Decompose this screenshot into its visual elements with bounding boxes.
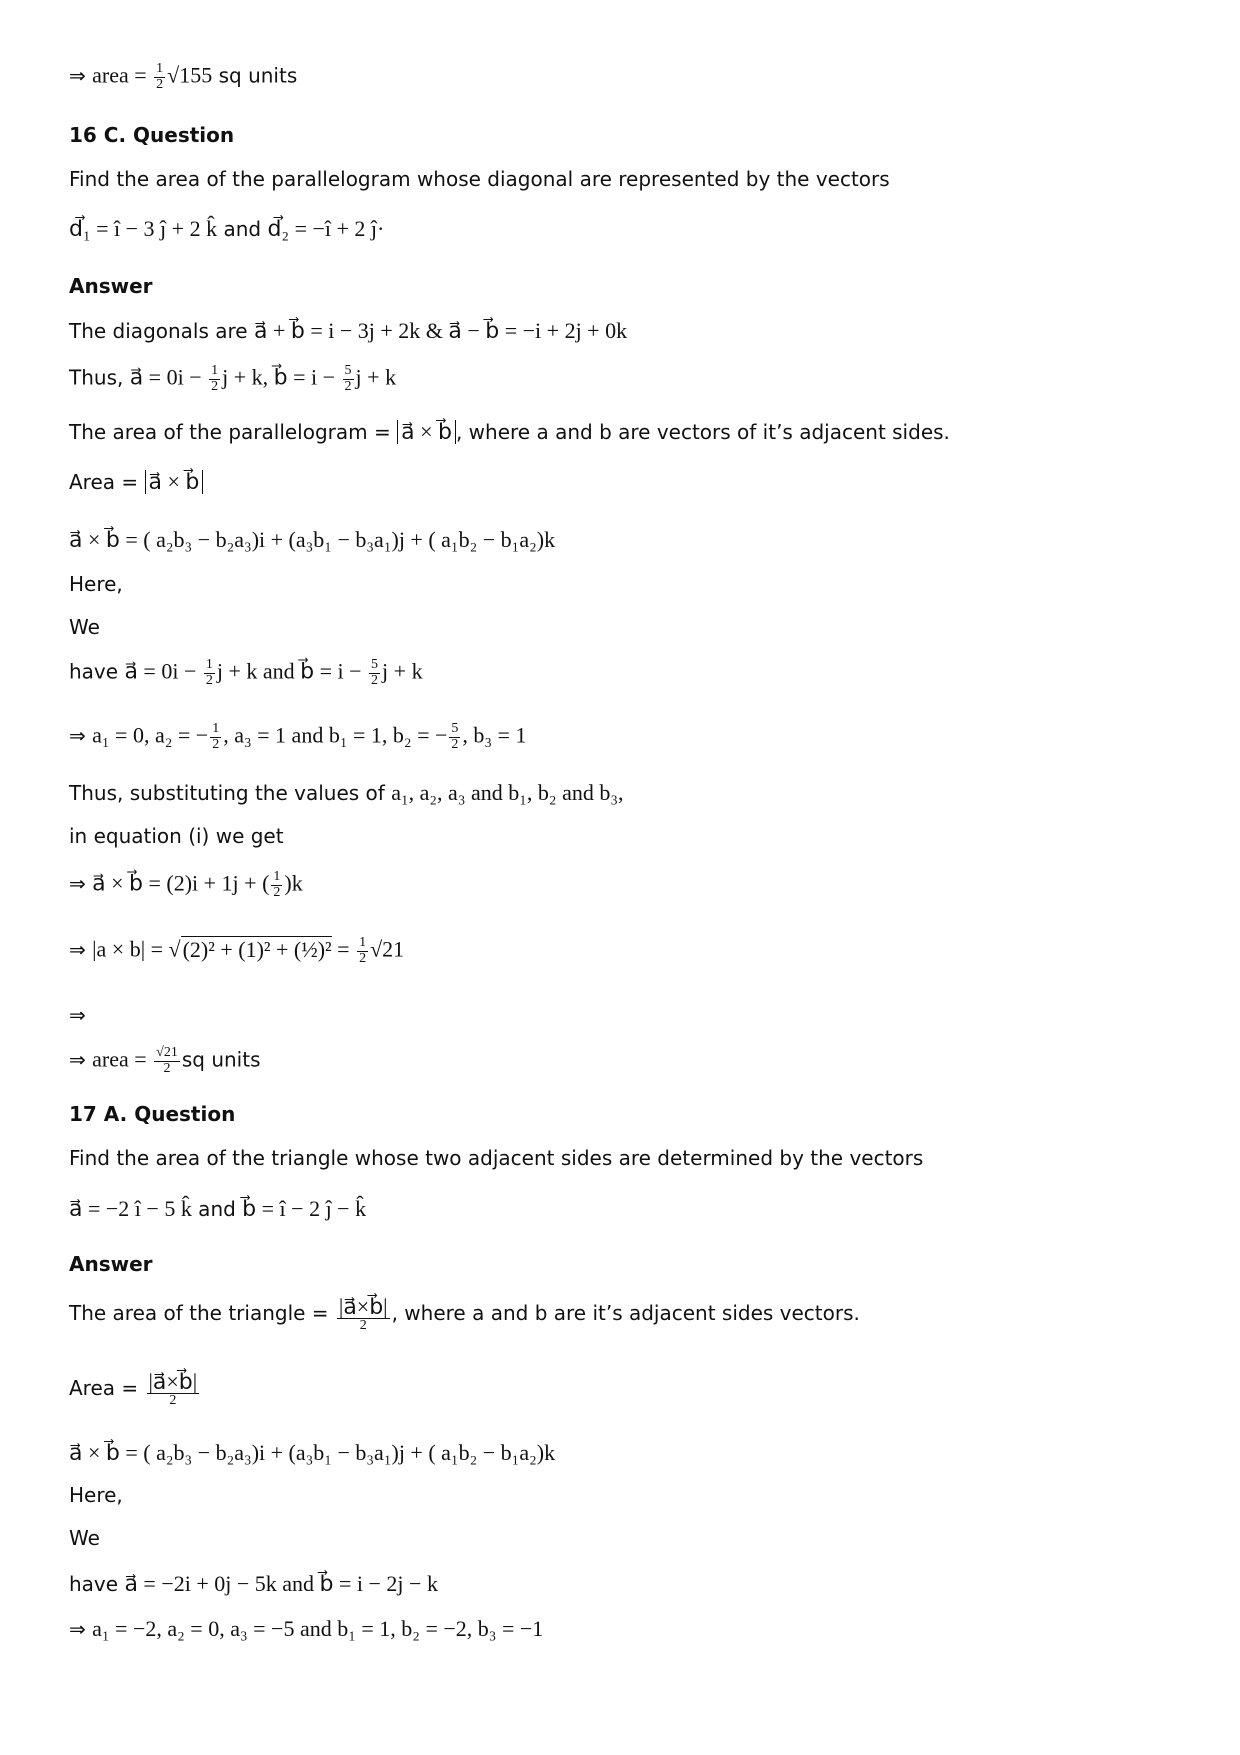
math-part: j + k	[355, 364, 397, 390]
triangle-area-line	[69, 1295, 860, 1334]
radical: √155	[167, 62, 213, 88]
have-label: have	[69, 659, 125, 684]
math-part: a₁ = −2, a₂ = 0, a₃ = −5 and b₁ = 1, b₂ = −2, b₃ = −1	[92, 1616, 544, 1641]
unit-text: sq units	[181, 1047, 261, 1072]
area-final-line	[69, 1046, 261, 1076]
implies-only-line: ⇒	[69, 1003, 86, 1027]
question-text-16c: Find the area of the parallelogram whose diagonal are represented by the vectors	[69, 167, 890, 191]
diagonals-label: The diagonals are	[69, 319, 254, 343]
implies-arrow: ⇒	[69, 1617, 86, 1641]
parallelogram-area-line	[69, 420, 950, 444]
question-vectors-17a	[69, 1196, 366, 1221]
fraction: $\frac{5}{2}$	[451, 721, 459, 752]
implies-arrow: ⇒	[69, 723, 86, 748]
vector-d1: d⃗₁ = î − 3 ĵ + 2 k̂	[69, 216, 218, 241]
math-part: a⃗ = −2i + 0j − 5k and b⃗ = i − 2j − k	[124, 1571, 438, 1596]
fraction: $\frac{5}{2}$	[344, 363, 352, 394]
math-part: a⃗ = 0i −	[129, 364, 208, 390]
fraction: $\frac{1}{2}$	[211, 363, 219, 394]
magnitude-line	[69, 936, 404, 966]
vector-b: b⃗ = î − 2 ĵ − k̂	[242, 1196, 367, 1221]
here-text: Here,	[69, 1483, 123, 1507]
fraction: $\frac{1}{2}$	[359, 935, 367, 966]
answer-heading: Answer	[69, 274, 153, 298]
radical-sign: √	[168, 936, 181, 962]
cross-product-formula: a⃗ × b⃗ = ( a₂b₃ − b₂a₃)i + (a₃b₁ − b₃a₁)j + ( a₁b₂ − b₁a₂)k	[69, 527, 556, 552]
vector-a: a⃗ = −2 î − 5 k̂	[69, 1196, 192, 1221]
area-label: Area =	[69, 1375, 145, 1400]
area-label: Area =	[69, 470, 145, 494]
fraction: $\frac{√21}{2}$	[156, 1045, 178, 1076]
equation-ref-line: in equation (i) we get	[69, 824, 284, 848]
math-part: area =	[92, 1046, 153, 1072]
implies-arrow: ⇒	[69, 937, 86, 962]
math-part: , a₃ = 1 and b₁ = 1, b₂ = −	[223, 722, 448, 748]
implies-arrow: ⇒	[69, 63, 86, 88]
math-part: )k	[284, 870, 303, 896]
question-vectors-16c	[69, 216, 384, 241]
unit-text: sq units	[212, 63, 298, 88]
components-line	[69, 1616, 543, 1641]
area-result-line	[69, 62, 297, 92]
question-heading-17a: 17 A. Question	[69, 1102, 236, 1126]
radicand: (2)² + (1)² + (½)²	[182, 936, 332, 962]
fraction: $\frac{5}{2}$	[371, 657, 379, 688]
here-text: Here,	[69, 572, 123, 596]
math-part: a₁, a₂, a₃ and b₁, b₂ and b₃,	[391, 780, 624, 805]
text-part: , where a and b are vectors of it’s adjacent sides.	[455, 420, 950, 444]
math-part: a⃗ = 0i −	[124, 658, 202, 684]
math-part: a⃗ × b⃗ = (2)i + 1j + (	[92, 870, 270, 896]
math-part: |a × b| =	[92, 936, 169, 962]
and-text: and	[191, 1197, 243, 1221]
question-text-17a: Find the area of the triangle whose two adjacent sides are determined by the vectors	[69, 1146, 924, 1170]
fraction: $\frac{1}{2}$	[212, 721, 220, 752]
diagonals-line	[69, 318, 627, 343]
answer-heading: Answer	[69, 1252, 153, 1276]
math-part: j + k, b⃗ = i −	[222, 364, 341, 390]
components-line	[69, 722, 526, 752]
cross-product-formula: a⃗ × b⃗ = ( a₂b₃ − b₂a₃)i + (a₃b₁ − b₃a₁)j + ( a₁b₂ − b₁a₂)k	[69, 1440, 556, 1465]
math-part: =	[331, 936, 356, 962]
have-line	[69, 658, 423, 688]
text-part: The area of the parallelogram =	[69, 420, 398, 444]
fraction: |a⃗×b⃗| 2	[148, 1369, 198, 1409]
vector-d2: d⃗₂ = −î + 2 ĵ·	[267, 216, 385, 241]
math-area: area =	[92, 62, 153, 88]
fraction: $\frac{1}{2}$	[273, 869, 281, 900]
text-part: , where a and b are it’s adjacent sides vectors.	[391, 1300, 860, 1325]
area-line	[69, 1370, 201, 1409]
math-part: j + k and b⃗ = i −	[216, 658, 368, 684]
abs-cross: a⃗ × b⃗	[145, 470, 204, 494]
area-line	[69, 470, 203, 494]
text-part: The area of the triangle =	[69, 1300, 335, 1325]
implies-arrow: ⇒	[69, 871, 86, 896]
fraction: $\frac{1}{2}$	[156, 61, 164, 92]
thus-line	[69, 364, 396, 394]
fraction: $\frac{1}{2}$	[205, 657, 213, 688]
math-part: √21	[370, 936, 405, 962]
thus-label: Thus,	[69, 365, 130, 390]
math-part: a₁ = 0, a₂ = −	[92, 722, 209, 748]
fraction: |a⃗×b⃗| 2	[338, 1294, 388, 1334]
we-text: We	[69, 1526, 100, 1550]
and-text: and	[217, 217, 268, 241]
we-text: We	[69, 615, 100, 639]
have-line	[69, 1571, 438, 1596]
implies-arrow: ⇒	[69, 1047, 86, 1072]
have-label: have	[69, 1572, 125, 1596]
question-heading-16c: 16 C. Question	[69, 123, 235, 147]
text-part: Thus, substituting the values of	[69, 781, 392, 805]
math-part: , b₃ = 1	[462, 722, 527, 748]
math-part: j + k	[382, 658, 423, 684]
cross-result-line	[69, 870, 303, 900]
diagonals-math: a⃗ + b⃗ = i − 3j + 2k & a⃗ − b⃗ = −i + 2j + 0k	[253, 318, 628, 343]
abs-cross: a⃗ × b⃗	[397, 420, 456, 444]
substituting-line	[69, 780, 624, 805]
